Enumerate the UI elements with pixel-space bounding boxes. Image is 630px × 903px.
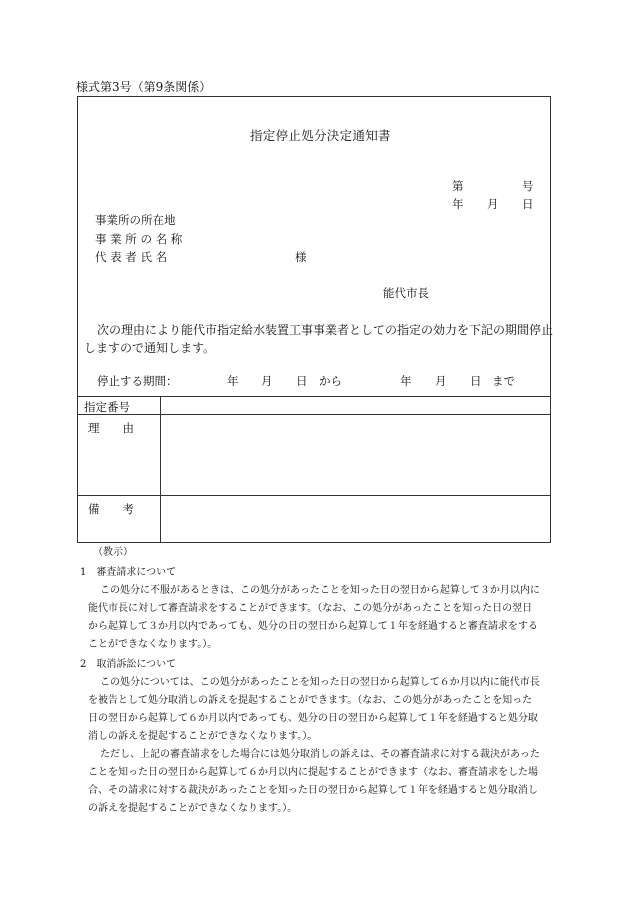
notice-section2-title: 2 取消訴訟について [80, 659, 177, 670]
notice-section2-line: ことを知った日の翌日から起算して６か月以内に提起することができます（なお、審査請求をした場 [88, 767, 538, 778]
notice-section2-line: 合、その請求に対する裁決があったことを知った日の翌日から起算して１年を経過すると処分取消し [88, 785, 538, 796]
notice-section2-line: 消しの訴えを提起することができなくなります。）。 [88, 731, 318, 742]
business-name-label: 事 業 所 の 名 称 [95, 232, 183, 246]
period-start-month: 月 [261, 374, 273, 388]
number-prefix: 第 [452, 179, 464, 193]
notice-section1-line: から起算して３か月以内であっても、処分の日の翌日から起算して１年を経過すると審査請求をする [88, 621, 538, 632]
notice-section1-line: この処分に不服があるときは、この処分があったことを知った日の翌日から起算して３か月以内に [100, 585, 540, 596]
issuer-name: 能代市長 [383, 286, 429, 300]
notice-section2-line: を被告として処分取消しの訴えを提起することができます。（なお、この処分があったことを知った [88, 695, 533, 706]
notice-form-frame [77, 96, 554, 543]
period-start-year: 年 [227, 374, 239, 388]
period-end-month: 月 [435, 374, 447, 388]
date-year: 年 [452, 197, 464, 211]
honorific: 様 [295, 250, 307, 264]
reason-label: 理 由 [88, 421, 134, 435]
notice-heading: （教示） [93, 547, 133, 558]
period-until: まで [492, 374, 515, 388]
table-column-divider [160, 396, 161, 543]
body-text-line2: しますので通知します。 [84, 341, 216, 355]
period-from: から [319, 374, 342, 388]
notice-section1-line: 能代市長に対して審査請求をすることができます。（なお、この処分があったことを知った日の翌日 [88, 603, 533, 614]
notice-section2-line: ただし、上記の審査請求をした場合には処分取消しの訴えは、その審査請求に対する裁決があった [100, 749, 540, 760]
notice-section1-title: 1 審査請求について [80, 567, 177, 578]
body-text-line1: 次の理由により能代市指定給水装置工事事業者としての指定の効力を下記の期間停止 [97, 323, 554, 337]
notice-section2-line: 日の翌日から起算して６か月以内であっても、処分の日の翌日から起算して１年を経過すると処分取 [88, 713, 538, 724]
date-month: 月 [487, 197, 499, 211]
table-top-border [77, 396, 551, 397]
representative-label: 代 表 者 氏 名 [95, 250, 168, 264]
table-row-divider [77, 495, 551, 496]
table-row-divider [77, 414, 551, 415]
period-label: 停止する期間： [97, 374, 178, 388]
period-end-year: 年 [400, 374, 412, 388]
notice-section1-line: ことができなくなります。）。 [88, 639, 218, 650]
notice-section2-line: の訴えを提起することができなくなります。）。 [88, 803, 298, 814]
period-start-day: 日 [296, 374, 308, 388]
document-title: 指定停止処分決定通知書 [250, 128, 391, 143]
form-number-label: 様式第3号（第9条関係） [76, 80, 212, 94]
date-day: 日 [522, 197, 534, 211]
notice-section2-line: この処分については、この処分があったことを知った日の翌日から起算して６か月以内に能代市長 [100, 677, 540, 688]
period-end-day: 日 [470, 374, 482, 388]
number-suffix: 号 [522, 179, 534, 193]
remarks-label: 備 考 [88, 502, 134, 516]
address-label: 事業所の所在地 [95, 213, 176, 227]
designation-number-label: 指定番号 [84, 400, 130, 414]
